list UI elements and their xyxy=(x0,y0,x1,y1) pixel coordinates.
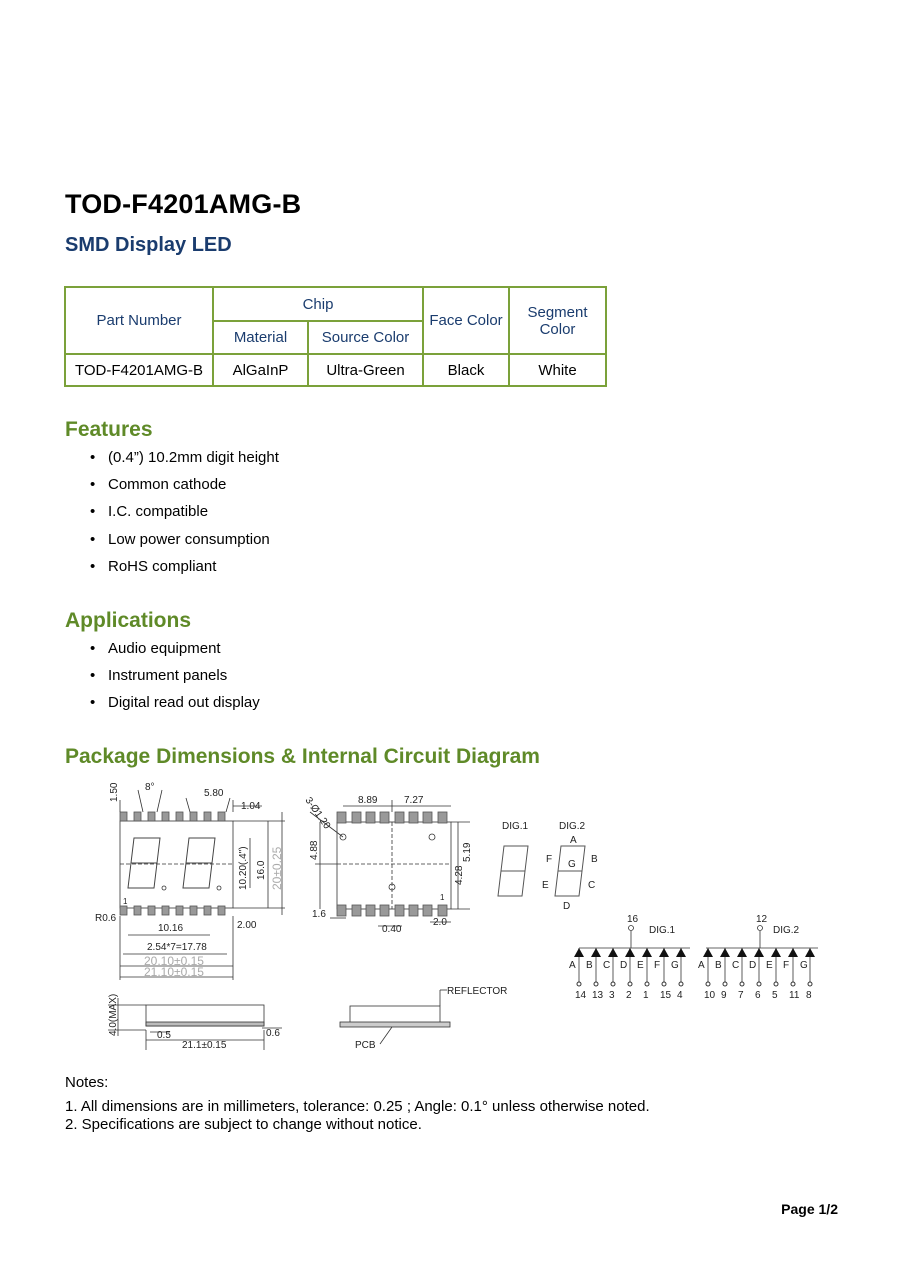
diode-icon xyxy=(659,948,669,957)
dim-label: 21.10±0.15 xyxy=(144,965,204,979)
dim-label: 5.19 xyxy=(462,842,473,862)
pin-terminal xyxy=(723,982,727,986)
dim-label: 2.54*7=17.78 xyxy=(147,942,207,953)
circuit-pin-number: 2 xyxy=(626,990,632,1001)
circuit-pin-number: 15 xyxy=(660,990,672,1001)
dim-label: 10.20(.4") xyxy=(238,846,249,890)
circuit-pin-number: 13 xyxy=(592,990,604,1001)
circuit-labels xyxy=(569,960,812,1001)
dim-label: 2.00 xyxy=(237,920,257,931)
circuit-segment-label: F xyxy=(654,960,661,971)
pin-terminal xyxy=(594,982,598,986)
circuit-pin-number: 3 xyxy=(609,990,615,1001)
pin-terminal xyxy=(645,982,649,986)
pin-terminal xyxy=(808,982,812,986)
digit-label: DIG.1 xyxy=(502,821,529,832)
pin-terminal xyxy=(740,982,744,986)
list-item: • RoHS compliant xyxy=(88,558,279,585)
segment-label: F xyxy=(546,854,553,865)
list-item: • Audio equipment xyxy=(88,640,260,667)
diode-icon xyxy=(805,948,815,957)
dim-label: 1.50 xyxy=(109,782,120,802)
diode-icon xyxy=(771,948,781,957)
front-body xyxy=(120,821,233,908)
segment-label: D xyxy=(563,901,571,912)
col-part-number: Part Number xyxy=(65,287,213,354)
pin-terminal xyxy=(611,982,615,986)
pin-terminal xyxy=(577,982,581,986)
col-face-color: Face Color xyxy=(423,287,509,354)
dim-label: 10.16 xyxy=(158,923,184,934)
circuit-digit-label: DIG.2 xyxy=(773,925,800,936)
applications-heading: Applications xyxy=(65,609,192,632)
circuit-pin-number: 11 xyxy=(789,990,800,1001)
circuit-segment-label: C xyxy=(603,960,611,971)
dim-label: 4.0(MAX) xyxy=(108,993,119,1036)
spec-table xyxy=(64,286,607,387)
diode-icon xyxy=(676,948,686,957)
table-row xyxy=(65,354,606,386)
segment-label: C xyxy=(588,880,596,891)
col-segment-color: Segment Color xyxy=(509,287,606,354)
circuit-segment-label: A xyxy=(569,960,576,971)
circuit-segment-label: F xyxy=(783,960,790,971)
notes-title: Notes: xyxy=(65,1074,109,1091)
pin-terminal xyxy=(757,982,761,986)
col-material: Material xyxy=(213,321,308,354)
pin-terminal xyxy=(662,982,666,986)
dim-label: 8.89 xyxy=(358,795,378,806)
pin-terminal xyxy=(679,982,683,986)
circuit-pin-number: 10 xyxy=(704,990,716,1001)
cell-source-color: Ultra-Green xyxy=(308,354,423,386)
dim-label: PCB xyxy=(355,1040,376,1051)
digit-label: DIG.2 xyxy=(559,821,586,832)
cell-segment-color: White xyxy=(509,354,606,386)
dim-label: 2.0 xyxy=(433,917,447,928)
circuit-common-pin: 12 xyxy=(756,914,768,925)
pin-terminal xyxy=(791,982,795,986)
diode-icon xyxy=(703,948,713,957)
dim-label: 21.1±0.15 xyxy=(182,1040,227,1051)
segment-label: G xyxy=(568,859,576,870)
cell-part: TOD-F4201AMG-B xyxy=(65,354,213,386)
segment-label: A xyxy=(570,835,577,846)
features-heading: Features xyxy=(65,418,153,441)
diode-icon xyxy=(737,948,747,957)
circuit-segment-label: E xyxy=(637,960,644,971)
diode-icon xyxy=(608,948,618,957)
dim-label: 1 xyxy=(123,897,128,906)
dim-label: 4.88 xyxy=(309,840,320,860)
circuit-segment-label: B xyxy=(715,960,722,971)
circuit-pin-number: 9 xyxy=(721,990,727,1001)
page-number: Page 1/2 xyxy=(781,1201,838,1217)
diode-icon xyxy=(788,948,798,957)
circuit-pin-number: 1 xyxy=(643,990,649,1001)
pin-terminal xyxy=(628,982,632,986)
dim-label: 1.04 xyxy=(241,801,261,812)
package-heading: Package Dimensions & Internal Circuit Diagram xyxy=(65,745,540,768)
digit1-outline xyxy=(498,846,528,896)
product-subtitle: SMD Display LED xyxy=(65,234,232,256)
diode-icon xyxy=(574,948,584,957)
col-chip: Chip xyxy=(213,287,423,321)
features-list xyxy=(88,449,279,585)
list-item: • Instrument panels xyxy=(88,667,260,694)
circuit-segment-label: G xyxy=(671,960,679,971)
dim-label: 1.6 xyxy=(312,909,326,920)
dim-label: 20.10±0.15 xyxy=(144,954,204,968)
circuit-pin-number: 7 xyxy=(738,990,744,1001)
dim-label: 5.80 xyxy=(204,788,224,799)
col-source-color: Source Color xyxy=(308,321,423,354)
diode-icon xyxy=(720,948,730,957)
note-2: 2. Specifications are subject to change without notice. xyxy=(65,1116,422,1133)
circuit-pin-number: 8 xyxy=(806,990,812,1001)
list-item: • Digital read out display xyxy=(88,694,260,721)
dim-label: 0.6 xyxy=(266,1028,280,1039)
dim-label: 8° xyxy=(145,782,155,793)
dim-label: 1 xyxy=(440,893,445,902)
dim-label: 3-Ø1.20 xyxy=(302,795,333,832)
diode-icon xyxy=(625,948,635,957)
circuit-digit-label: DIG.1 xyxy=(649,925,676,936)
circuit-segment-label: D xyxy=(620,960,628,971)
segment-label: B xyxy=(591,854,598,865)
circuit-segment-label: E xyxy=(766,960,773,971)
dim-label: 20±0.25 xyxy=(270,846,284,890)
circuit-pin-number: 5 xyxy=(772,990,778,1001)
circuit-pin-number: 4 xyxy=(677,990,683,1001)
digit2-outline xyxy=(555,846,585,896)
circuit-segment-label: G xyxy=(800,960,808,971)
dim-label: 0.5 xyxy=(157,1030,171,1041)
circuit-segment-label: A xyxy=(698,960,705,971)
pin-terminal xyxy=(774,982,778,986)
dim-label: 4.28 xyxy=(454,865,465,885)
diode-icon xyxy=(754,948,764,957)
dim-label: R0.6 xyxy=(95,913,117,924)
cell-material: AlGaInP xyxy=(213,354,308,386)
package-drawing xyxy=(0,775,900,1065)
dim-label: REFLECTOR xyxy=(447,986,508,997)
diode-icon xyxy=(642,948,652,957)
circuit-pin-number: 14 xyxy=(575,990,587,1001)
circuit-segment-label: B xyxy=(586,960,593,971)
notes xyxy=(65,1074,650,1134)
part-title: TOD-F4201AMG-B xyxy=(65,189,302,219)
note-1: 1. All dimensions are in millimeters, tolerance: 0.25 ; Angle: 0.1° unless otherwise noted. xyxy=(65,1098,650,1115)
circuit-segment-label: D xyxy=(749,960,757,971)
circuit-pin-number: 6 xyxy=(755,990,761,1001)
dim-label: 16.0 xyxy=(256,860,267,880)
circuit-common-pin: 16 xyxy=(627,914,639,925)
list-item: • Common cathode xyxy=(88,476,279,503)
list-item: • Low power consumption xyxy=(88,531,279,558)
cell-face-color: Black xyxy=(423,354,509,386)
list-item: • (0.4”) 10.2mm digit height xyxy=(88,449,279,476)
dim-label: 7.27 xyxy=(404,795,424,806)
applications-list xyxy=(88,640,260,722)
segment-label: E xyxy=(542,880,549,891)
pin-terminal xyxy=(706,982,710,986)
diode-icon xyxy=(591,948,601,957)
dim-label: 0.40 xyxy=(382,924,402,935)
list-item: • I.C. compatible xyxy=(88,503,279,530)
circuit-segment-label: C xyxy=(732,960,740,971)
